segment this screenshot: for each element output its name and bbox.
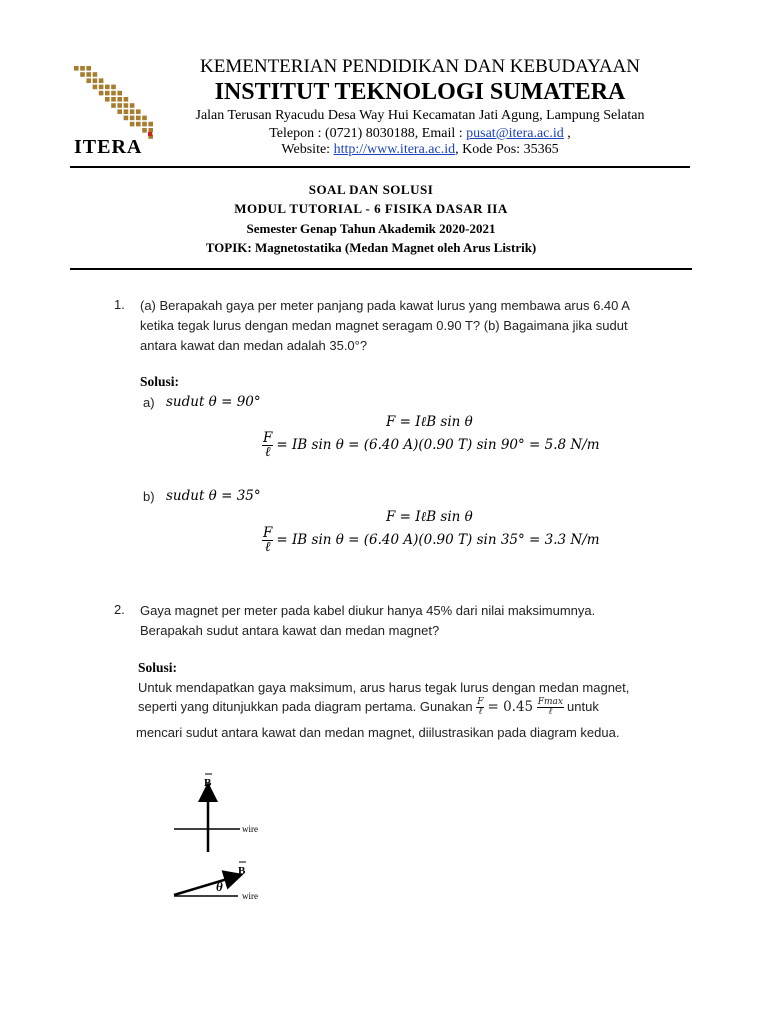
q1-text	[140, 296, 680, 356]
wire-label-2: wire	[242, 891, 258, 901]
website-prefix: Website:	[281, 142, 334, 157]
doc-title-2: MODUL TUTORIAL - 6 FISIKA DASAR IIA	[234, 201, 508, 216]
logo-square	[130, 116, 135, 121]
website-suffix: , Kode Pos: 35365	[455, 142, 559, 157]
logo-square	[111, 91, 116, 96]
q1-b-equation-2: $\frac{F}{\text{ℓ}}$ = IB sin θ = (6.40 A)(0.90 T) sin 35° = 3.3 N/m	[263, 525, 600, 555]
fraction-f-over-l-small: $\frac{F}{\text{ℓ}}$	[477, 697, 484, 717]
logo-square	[105, 97, 110, 102]
logo-square	[86, 66, 91, 71]
contact-line	[160, 126, 680, 142]
title-divider	[70, 268, 692, 270]
logo-square	[86, 78, 91, 83]
logo-square	[130, 103, 135, 108]
email-link[interactable]: pusat@itera.ac.id	[466, 126, 564, 141]
fraction-f-over-l: $\frac{F}{\text{ℓ}}$	[263, 525, 273, 555]
phone-suffix: ,	[563, 126, 571, 141]
logo-square	[93, 78, 98, 83]
logo-square	[111, 103, 116, 108]
q2-solusi-label: Solusi:	[138, 660, 178, 675]
logo-text: ITERA	[74, 136, 143, 158]
q2-text	[140, 601, 680, 641]
logo-square	[99, 91, 104, 96]
logo-square	[148, 128, 153, 133]
b-label-2: B	[238, 865, 246, 877]
logo-square	[148, 122, 153, 127]
logo-square	[80, 72, 85, 77]
logo-square	[142, 128, 147, 133]
address: Jalan Terusan Ryacudu Desa Way Hui Kecamatan Jati Agung, Lampung Selatan	[195, 108, 645, 123]
q1-a-label: a)	[143, 395, 155, 410]
website-line	[160, 142, 680, 158]
logo-square	[136, 122, 141, 127]
q1-a-equation-2: $\frac{F}{\text{ℓ}}$ = IB sin θ = (6.40 A)(0.90 T) sin 90° = 5.8 N/m	[263, 430, 600, 460]
q2-line-1: Gaya magnet per meter pada kabel diukur hanya 45% dari nilai maksimumnya.	[140, 603, 596, 618]
logo-square	[124, 116, 129, 121]
institute-name: INSTITUT TEKNOLOGI SUMATERA	[214, 79, 626, 105]
q1-b-condition: sudut θ = 35°	[166, 488, 261, 504]
logo-square	[99, 85, 104, 90]
fraction-fmax-over-l: $\frac{Fmax}{\text{ℓ}}$	[537, 697, 564, 717]
logo-square	[142, 122, 147, 127]
phone-text: Telepon : (0721) 8030188, Email :	[269, 126, 467, 141]
wire-label-1: wire	[242, 824, 258, 834]
logo-square	[142, 116, 147, 121]
logo-square	[124, 109, 129, 114]
logo-square	[117, 109, 122, 114]
q1-line-1: (a) Berapakah gaya per meter panjang pada kawat lurus yang membawa arus 6.40 A	[140, 298, 630, 313]
q1-a-condition: sudut θ = 90°	[166, 394, 261, 410]
logo-square	[111, 85, 116, 90]
fraction-f-over-l: $\frac{F}{\text{ℓ}}$	[263, 430, 273, 460]
q2-number: 2.	[114, 602, 125, 617]
q1-solusi-label: Solusi:	[140, 374, 180, 389]
q2-sol-line-3: mencari sudut antara kawat dan medan magnet, diilustrasikan pada diagram kedua.	[136, 725, 620, 740]
b-field-arrow-2	[174, 877, 234, 895]
logo-square	[117, 91, 122, 96]
logo-square	[111, 97, 116, 102]
diagram-angled	[174, 862, 258, 901]
q1-line-3: antara kawat dan medan adalah 35.0°?	[140, 338, 368, 353]
logo-square	[136, 116, 141, 121]
q2-line-2: Berapakah sudut antara kawat dan medan magnet?	[140, 623, 440, 638]
logo-square	[105, 91, 110, 96]
logo-square	[74, 66, 79, 71]
logo-square	[117, 97, 122, 102]
q1-b-label: b)	[143, 489, 155, 504]
q1-a-equation-1: F = IℓB sin θ	[386, 414, 473, 430]
ministry-name: KEMENTERIAN PENDIDIKAN DAN KEBUDAYAAN	[200, 56, 640, 77]
logo-square	[99, 78, 104, 83]
logo-square	[105, 85, 110, 90]
logo-square	[124, 97, 129, 102]
logo-square	[93, 85, 98, 90]
q2-sol-line-2: seperti yang ditunjukkan pada diagram pertama. Gunakan $\frac{F}{\text{ℓ}}$ = 0.45 $\frac{Fmax}{\text{ℓ}}$ untuk	[138, 697, 599, 717]
theta-label: θ	[216, 879, 223, 894]
b-label-1: B	[204, 777, 212, 789]
q2-sol-line-1: Untuk mendapatkan gaya maksimum, arus harus tegak lurus dengan medan magnet,	[138, 680, 630, 695]
logo-square	[136, 109, 141, 114]
q1-line-2: ketika tegak lurus dengan medan magnet seragam 0.90 T? (b) Bagaimana jika sudut	[140, 318, 628, 333]
force-diagrams	[160, 770, 300, 910]
doc-title-3: Semester Genap Tahun Akademik 2020-2021	[246, 221, 496, 236]
q1-number: 1.	[114, 297, 125, 312]
logo-square	[93, 72, 98, 77]
logo-square	[130, 109, 135, 114]
doc-title-1: SOAL DAN SOLUSI	[308, 182, 434, 197]
logo-square	[86, 72, 91, 77]
logo-square	[117, 103, 122, 108]
header-divider	[70, 166, 690, 168]
logo-square	[124, 103, 129, 108]
logo-square	[80, 66, 85, 71]
doc-topic: TOPIK: Magnetostatika (Medan Magnet oleh Arus Listrik)	[205, 240, 537, 255]
logo-square	[130, 122, 135, 127]
diagram-perpendicular	[174, 774, 258, 852]
q1-b-equation-1: F = IℓB sin θ	[386, 509, 473, 525]
website-link[interactable]: http://www.itera.ac.id	[333, 142, 456, 157]
